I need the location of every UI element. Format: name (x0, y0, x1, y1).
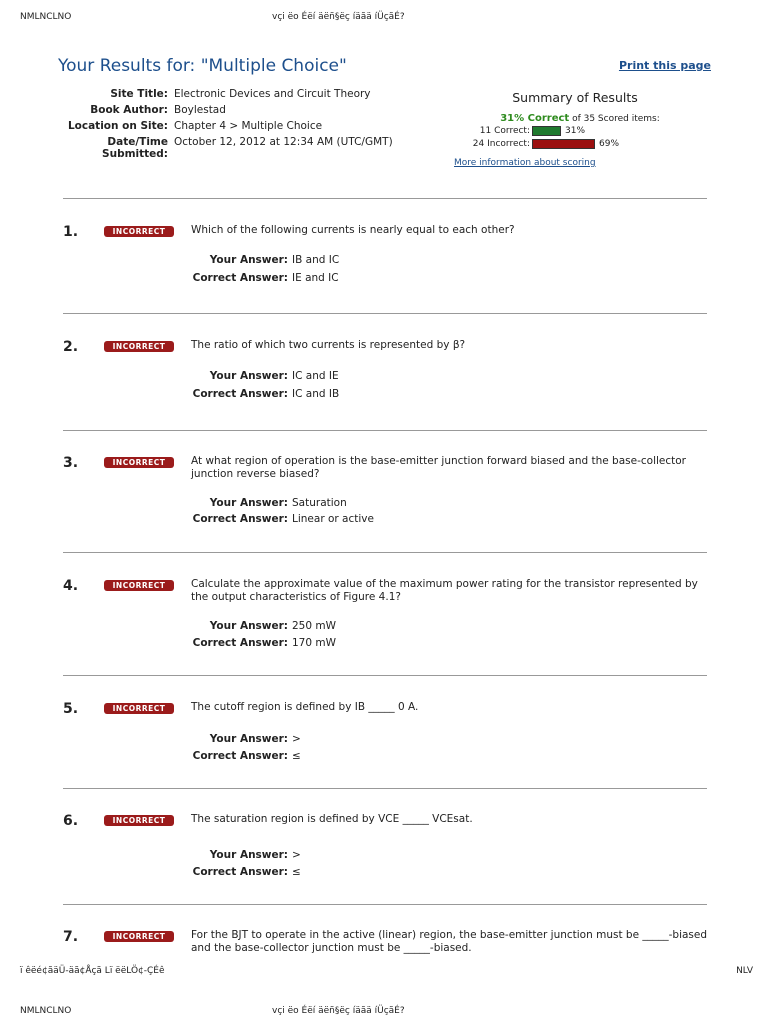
your-answer-value: > (292, 733, 301, 745)
correct-pct: 31% (565, 125, 586, 136)
correct-answer-row (123, 388, 339, 400)
correct-answer-value: ≤ (292, 866, 301, 878)
header-title: vçi ëo Éëí äëñ§ëç íäãä íÜçãÉ? (272, 12, 405, 22)
your-answer-label: Your Answer: (209, 849, 288, 861)
correct-answer-row (123, 866, 301, 878)
correct-answer-label: Correct Answer: (192, 388, 288, 400)
your-answer-row (123, 254, 339, 266)
divider (63, 904, 707, 905)
question-item (63, 929, 713, 959)
meta-value: Boylestad (174, 104, 226, 116)
correct-answer-row (123, 750, 301, 762)
question-text: The cutoff region is defined by IB _____ 0 A. (191, 701, 419, 713)
meta-label: Site Title: (110, 88, 168, 100)
header-date: NMLNCLNO (20, 12, 72, 22)
question-text: Calculate the approximate value of the maximum power rating for the transistor represented by the output characteristics of Figure 4.1? (191, 578, 698, 603)
correct-answer-value: ≤ (292, 750, 301, 762)
question-item (63, 578, 713, 658)
your-answer-value: Saturation (292, 497, 347, 509)
footer-title: vçi ëo Éëí äëñ§ëç íäãä íÜçãÉ? (272, 1006, 405, 1016)
question-text: For the BJT to operate in the active (linear) region, the base-emitter junction must be _____-biased and the base-collector junction must be _____-biased. (191, 929, 708, 954)
correct-answer-label: Correct Answer: (192, 750, 288, 762)
your-answer-label: Your Answer: (209, 620, 288, 632)
meta-label: Location on Site: (67, 120, 168, 132)
question-item (63, 455, 713, 535)
question-number: 3. (63, 455, 79, 471)
meta-label: Date/Time Submitted: (102, 136, 168, 160)
your-answer-label: Your Answer: (209, 370, 288, 382)
your-answer-row (123, 733, 301, 745)
incorrect-badge: INCORRECT (104, 341, 174, 352)
question-number: 6. (63, 813, 79, 829)
divider (63, 198, 707, 199)
question-number: 1. (63, 224, 79, 240)
page-title: Your Results for: "Multiple Choice" (58, 56, 347, 76)
summary-percent: 31% Correct (500, 113, 570, 124)
correct-answer-label: Correct Answer: (192, 637, 288, 649)
your-answer-value: IC and IE (292, 370, 339, 382)
your-answer-label: Your Answer: (209, 497, 288, 509)
meta-label: Book Author: (90, 104, 168, 116)
divider (63, 552, 707, 553)
question-number: 2. (63, 339, 79, 355)
footer-url: ï êëé¢ãäÜ-äã¢Åçã Lï ëëLÖ¢-ÇÉê (20, 966, 165, 976)
meta-value: Electronic Devices and Circuit Theory (174, 88, 371, 100)
incorrect-badge: INCORRECT (104, 226, 174, 237)
correct-label: 11 Correct: (479, 125, 530, 136)
incorrect-label: 24 Incorrect: (472, 138, 530, 149)
correct-row (450, 124, 710, 137)
question-number: 4. (63, 578, 79, 594)
incorrect-badge: INCORRECT (104, 457, 174, 468)
your-answer-row (123, 370, 339, 382)
correct-answer-label: Correct Answer: (192, 272, 288, 284)
meta-block (58, 88, 444, 164)
summary-of-items: of 35 Scored items: (572, 114, 660, 124)
question-text: At what region of operation is the base-emitter junction forward biased and the base-collector junction reverse biased? (191, 455, 687, 480)
summary-box (450, 90, 710, 168)
meta-value: Chapter 4 > Multiple Choice (174, 120, 323, 132)
correct-answer-row (123, 637, 336, 649)
footer-date: NMLNCLNO (20, 1006, 72, 1016)
correct-answer-value: 170 mW (292, 637, 336, 649)
more-info-link[interactable]: More information about scoring (454, 158, 596, 168)
meta-value: October 12, 2012 at 12:34 AM (UTC/GMT) (174, 136, 393, 148)
divider (63, 675, 707, 676)
question-text: Which of the following currents is nearly equal to each other? (191, 224, 515, 236)
your-answer-value: > (292, 849, 301, 861)
question-number: 5. (63, 701, 79, 717)
correct-answer-value: IC and IB (292, 388, 340, 400)
your-answer-row (123, 849, 301, 861)
your-answer-row (123, 497, 347, 509)
question-item (63, 701, 713, 771)
summary-score (450, 113, 710, 124)
question-number: 7. (63, 929, 79, 945)
correct-answer-row (123, 272, 339, 284)
incorrect-badge: INCORRECT (104, 703, 174, 714)
incorrect-badge: INCORRECT (104, 815, 174, 826)
correct-answer-row (123, 513, 374, 525)
incorrect-badge: INCORRECT (104, 931, 174, 942)
incorrect-pct: 69% (599, 138, 620, 149)
correct-bar (532, 126, 561, 136)
question-text: The ratio of which two currents is represented by β? (191, 339, 466, 351)
your-answer-label: Your Answer: (209, 733, 288, 745)
divider (63, 430, 707, 431)
your-answer-row (123, 620, 336, 632)
correct-answer-value: IE and IC (292, 272, 339, 284)
correct-answer-value: Linear or active (292, 513, 374, 525)
print-link[interactable]: Print this page (618, 59, 711, 72)
correct-answer-label: Correct Answer: (192, 866, 288, 878)
incorrect-row (450, 137, 710, 150)
question-text: The saturation region is defined by VCE _____ VCEsat. (191, 813, 473, 825)
footer-page: NLV (736, 966, 753, 976)
summary-title: Summary of Results (512, 90, 638, 105)
your-answer-label: Your Answer: (209, 254, 288, 266)
incorrect-badge: INCORRECT (104, 580, 174, 591)
incorrect-bar (532, 139, 595, 149)
divider (63, 313, 707, 314)
question-item (63, 224, 713, 294)
question-item (63, 813, 713, 883)
question-item (63, 339, 713, 409)
your-answer-value: 250 mW (292, 620, 336, 632)
divider (63, 788, 707, 789)
correct-answer-label: Correct Answer: (192, 513, 288, 525)
your-answer-value: IB and IC (292, 254, 340, 266)
